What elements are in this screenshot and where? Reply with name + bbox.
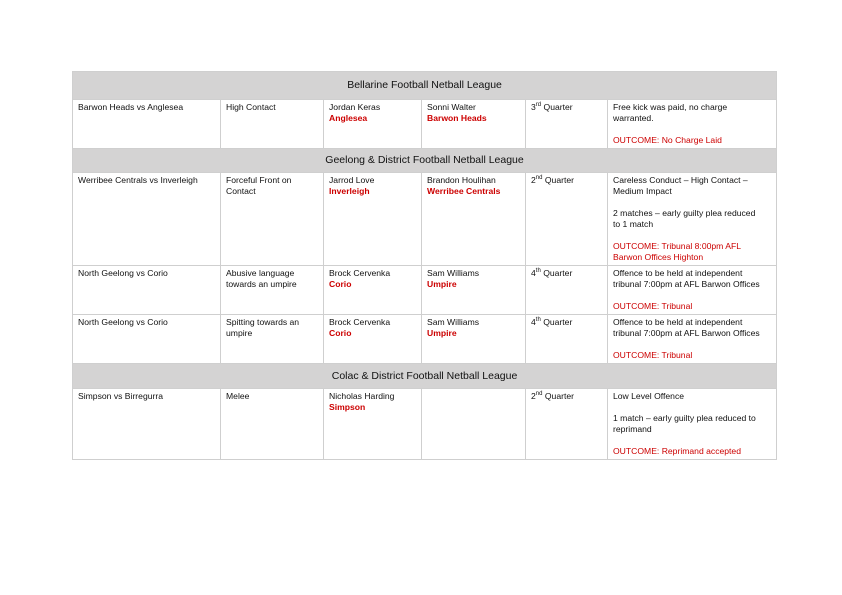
offender-cell: [324, 389, 422, 460]
offender-cell: [324, 266, 422, 315]
victim-cell: [422, 266, 526, 315]
charge-line: Offence to be held at independent: [613, 317, 743, 327]
line-gap: [613, 435, 771, 446]
victim-cell: [422, 173, 526, 266]
quarter-number: 2: [531, 391, 536, 401]
quarter-suffix: nd: [535, 175, 543, 182]
quarter-cell: [526, 315, 608, 364]
outcome-line: OUTCOME: No Charge Laid: [613, 135, 722, 145]
line-gap: [613, 290, 771, 301]
outcome-line: OUTCOME: Reprimand accepted: [613, 446, 741, 456]
quarter-cell: [526, 100, 608, 149]
line-gap: [613, 402, 771, 413]
league-header-row: [73, 149, 777, 173]
offender-team: Inverleigh: [329, 186, 370, 196]
quarter-suffix: rd: [535, 102, 542, 109]
outcome-line: Barwon Offices Highton: [613, 252, 704, 262]
league-header-row: [73, 364, 777, 389]
match-cell: Simpson vs Birregurra: [73, 389, 221, 460]
charge-cell: [608, 100, 777, 149]
charge-line: Medium Impact: [613, 186, 672, 196]
league-title: Bellarine Football Netball League: [73, 72, 777, 100]
league-title: Colac & District Football Netball League: [73, 364, 777, 389]
offence-cell: Melee: [221, 389, 324, 460]
quarter-word: Quarter: [544, 391, 574, 401]
charge-cell: [608, 389, 777, 460]
charge-line: warranted.: [613, 113, 654, 123]
table-row: [73, 266, 777, 315]
quarter-cell: [526, 173, 608, 266]
quarter-suffix: nd: [535, 391, 543, 398]
charge-line: Low Level Offence: [613, 391, 685, 401]
table-body: [73, 72, 777, 460]
offender-cell: [324, 315, 422, 364]
offender-name: Nicholas Harding: [329, 391, 395, 401]
outcome-line: OUTCOME: Tribunal 8:00pm AFL: [613, 241, 741, 251]
match-cell: North Geelong vs Corio: [73, 266, 221, 315]
quarter-cell: [526, 389, 608, 460]
victim-cell: [422, 100, 526, 149]
victim-name: Sam Williams: [427, 317, 480, 327]
offender-team: Anglesea: [329, 113, 368, 123]
line-gap: [613, 339, 771, 350]
offender-cell: [324, 100, 422, 149]
quarter-number: 3: [531, 102, 536, 112]
victim-name: Brandon Houlihan: [427, 175, 496, 185]
offence-cell: Forceful Front on Contact: [221, 173, 324, 266]
victim-name: Sonni Walter: [427, 102, 476, 112]
table-row: [73, 100, 777, 149]
quarter-word: Quarter: [543, 268, 573, 278]
quarter-number: 2: [531, 175, 536, 185]
league-title: Geelong & District Football Netball League: [73, 149, 777, 173]
offender-team: Corio: [329, 328, 352, 338]
quarter-cell: [526, 266, 608, 315]
charge-line: tribunal 7:00pm at AFL Barwon Offices: [613, 279, 760, 289]
offender-team: Corio: [329, 279, 352, 289]
penalty-detail-line: to 1 match: [613, 219, 654, 229]
offender-name: Brock Cervenka: [329, 268, 391, 278]
outcome-line: OUTCOME: Tribunal: [613, 301, 693, 311]
match-cell: North Geelong vs Corio: [73, 315, 221, 364]
quarter-word: Quarter: [544, 175, 574, 185]
offence-cell: Abusive language towards an umpire: [221, 266, 324, 315]
match-cell: Werribee Centrals vs Inverleigh: [73, 173, 221, 266]
offender-name: Brock Cervenka: [329, 317, 391, 327]
victim-team: Umpire: [427, 279, 457, 289]
line-gap: [613, 230, 771, 241]
table-row: [73, 389, 777, 460]
table-row: [73, 173, 777, 266]
charge-cell: [608, 315, 777, 364]
line-gap: [613, 124, 771, 135]
quarter-suffix: th: [535, 268, 541, 275]
quarter-word: Quarter: [543, 317, 573, 327]
offender-cell: [324, 173, 422, 266]
offence-cell: High Contact: [221, 100, 324, 149]
charge-cell: [608, 173, 777, 266]
victim-cell: [422, 389, 526, 460]
league-header-row: [73, 72, 777, 100]
quarter-word: Quarter: [543, 102, 573, 112]
table-row: [73, 315, 777, 364]
victim-cell: [422, 315, 526, 364]
line-gap: [613, 197, 771, 208]
penalty-detail-line: reprimand: [613, 424, 652, 434]
victim-team: Barwon Heads: [427, 113, 487, 123]
charge-line: Free kick was paid, no charge: [613, 102, 728, 112]
offender-name: Jordan Keras: [329, 102, 381, 112]
victim-team: Umpire: [427, 328, 457, 338]
match-cell: Barwon Heads vs Anglesea: [73, 100, 221, 149]
victim-team: Werribee Centrals: [427, 186, 501, 196]
penalty-detail-line: 1 match – early guilty plea reduced to: [613, 413, 756, 423]
charge-line: Careless Conduct – High Contact –: [613, 175, 748, 185]
offender-name: Jarrod Love: [329, 175, 375, 185]
charge-line: tribunal 7:00pm at AFL Barwon Offices: [613, 328, 760, 338]
victim-name: Sam Williams: [427, 268, 480, 278]
quarter-number: 4: [531, 268, 536, 278]
tribunal-table: [72, 71, 777, 460]
charge-line: Offence to be held at independent: [613, 268, 743, 278]
quarter-suffix: th: [535, 317, 541, 324]
offender-team: Simpson: [329, 402, 366, 412]
outcome-line: OUTCOME: Tribunal: [613, 350, 693, 360]
quarter-number: 4: [531, 317, 536, 327]
offence-cell: Spitting towards an umpire: [221, 315, 324, 364]
charge-cell: [608, 266, 777, 315]
penalty-detail-line: 2 matches – early guilty plea reduced: [613, 208, 756, 218]
